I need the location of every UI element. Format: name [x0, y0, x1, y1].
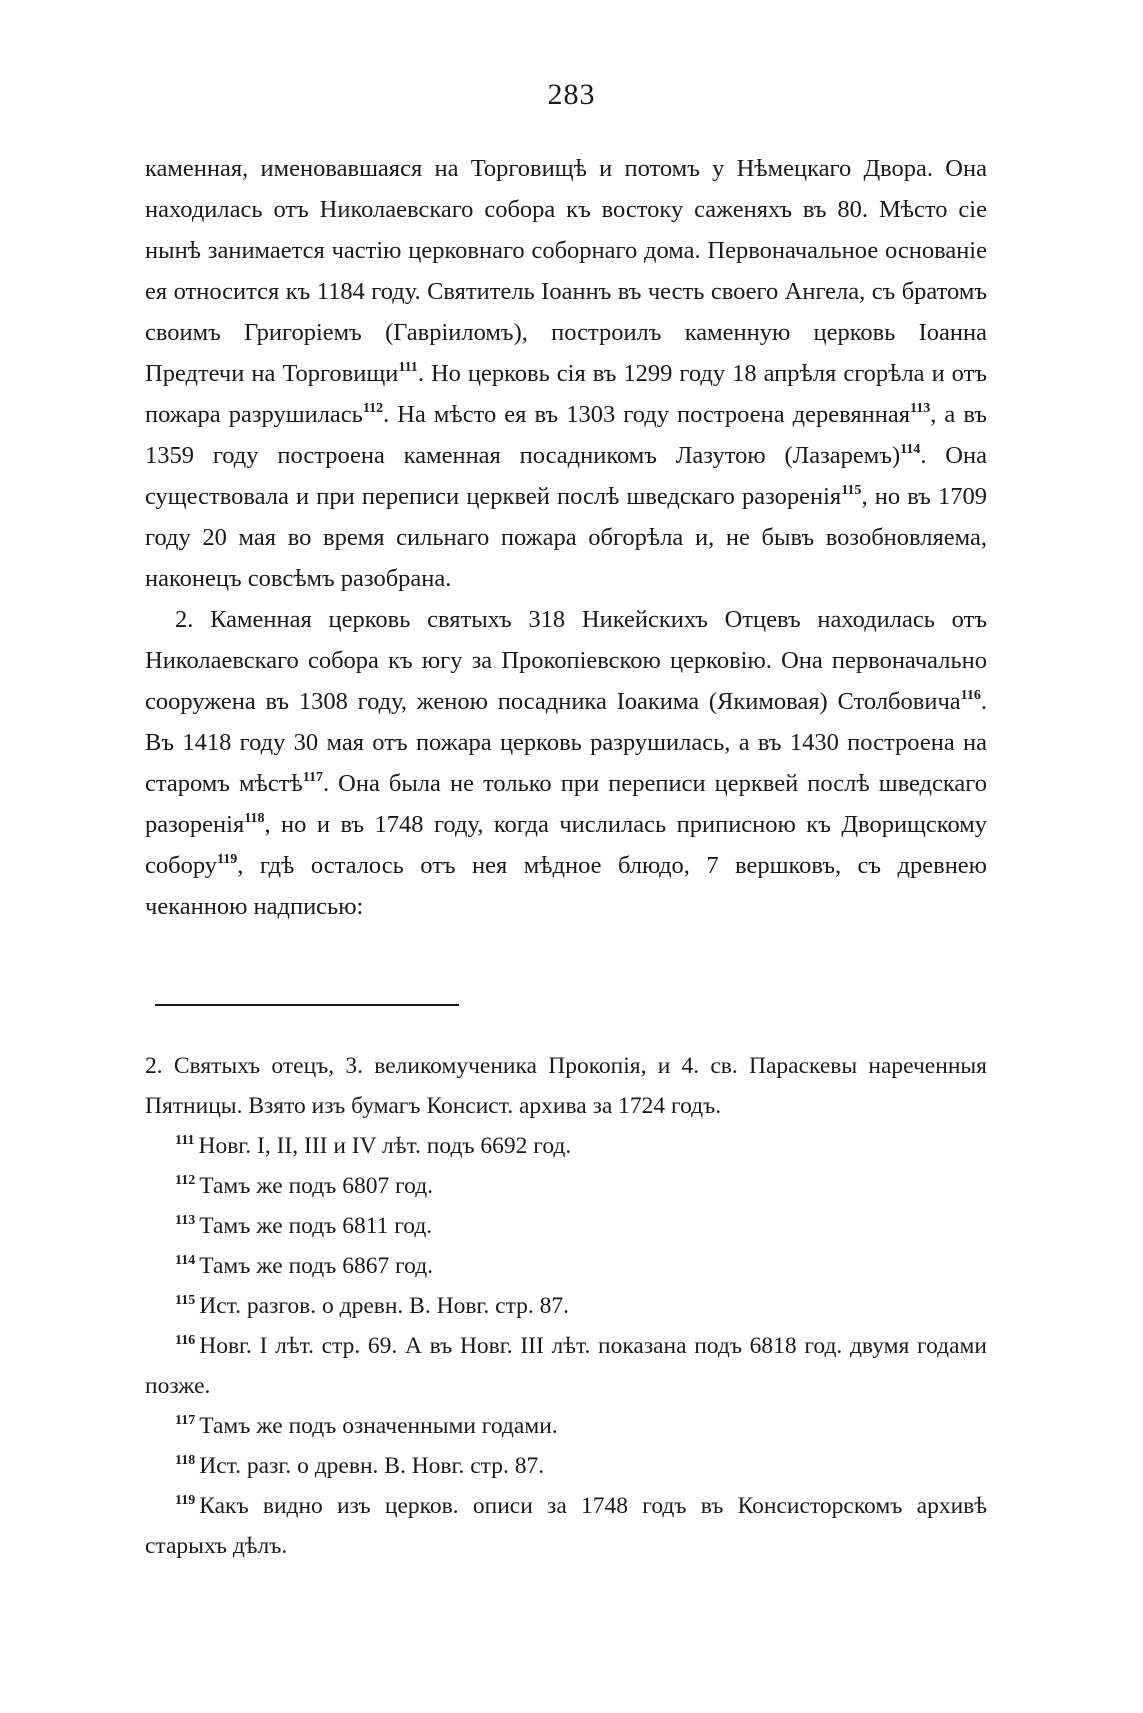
paragraph-text: , а въ 1359 году построена каменная посадникомъ Лазутою (Лазаремъ): [145, 401, 987, 469]
paragraph-text: . Она была не только при переписи церквей послѣ шведскаго разоренія: [145, 770, 987, 838]
footnote-ref[interactable]: 115: [841, 483, 862, 498]
footnote-text: Какъ видно изъ церков. описи за 1748 годъ въ Консисторскомъ архивѣ старыхъ дѣлъ.: [145, 1493, 987, 1559]
footnote-ref[interactable]: 118: [244, 811, 265, 826]
paragraph-text: , гдѣ осталось отъ нея мѣдное блюдо, 7 вершковъ, съ древнею чеканною надписью:: [145, 852, 987, 920]
paragraph-text: каменная, именовавшаяся на Торговищѣ и потомъ у Нѣмецкаго Двора. Она находилась отъ Николаевскаго собора къ востоку саженяхъ въ 80. Мѣсто сіе нынѣ занимается частію церковнаго соборнаго дома. Первоначальное основаніе ея относится къ 1184 году. Святитель Іоаннъ въ честь своего Ангела, съ братомъ своимъ Григоріемъ (Гавріиломъ), построилъ каменную церковь Іоанна Предтечи на Торговищи: [145, 155, 987, 387]
footnotes: [145, 1046, 987, 1566]
footnote-text: Ист. разгов. о древн. В. Новг. стр. 87.: [199, 1293, 570, 1319]
paragraph-text: , но въ 1709 году 20 мая во время сильнаго пожара обгорѣла и, не бывъ возобновляема, наконецъ совсѣмъ разобрана.: [145, 483, 988, 592]
footnote-item: [145, 1206, 987, 1246]
page-number: 283: [547, 78, 596, 111]
footnote-number: 114: [175, 1253, 196, 1268]
footnote-ref[interactable]: 117: [302, 770, 323, 785]
footnote-intro: 2. Святыхъ отецъ, 3. великомученика Прокопія, и 4. св. Параскевы нареченныя Пятницы. Взято изъ бумагъ Консист. архива за 1724 годъ.: [145, 1053, 987, 1119]
footnote-item: [145, 1326, 987, 1406]
footnote-separator: [155, 1004, 459, 1006]
footnote-ref[interactable]: 114: [900, 442, 921, 457]
paragraph-text: . На мѣсто ея въ 1303 году построена деревянная: [383, 401, 910, 428]
footnote-item: [145, 1166, 987, 1206]
footnote-ref[interactable]: 113: [909, 401, 931, 416]
footnote-item: [145, 1126, 987, 1166]
footnote-text: Тамъ же подъ 6811 год.: [199, 1213, 433, 1239]
paragraph-2: [145, 599, 987, 927]
footnote-text: Новг. I лѣт. стр. 69. А въ Новг. III лѣт. показана подъ 6818 год. двумя годами позже.: [145, 1333, 987, 1399]
footnote-text: Тамъ же подъ 6867 год.: [199, 1253, 434, 1279]
footnote-number: 112: [175, 1173, 196, 1188]
footnote-text: Новг. I, II, III и IV лѣт. подъ 6692 год.: [198, 1133, 572, 1159]
footnote-number: 117: [175, 1413, 196, 1428]
paragraph-text: , но и въ 1748 году, когда числилась приписною къ Дворищскому собору: [145, 811, 987, 879]
footnote-item: [145, 1286, 987, 1326]
footnote-text: Ист. разг. о древн. В. Новг. стр. 87.: [199, 1453, 545, 1479]
footnote-number: 115: [175, 1293, 196, 1308]
footnote-item: [145, 1486, 987, 1566]
footnote-number: 111: [175, 1133, 195, 1148]
footnote-number: 116: [175, 1333, 196, 1348]
footnote-ref[interactable]: 112: [362, 401, 384, 416]
footnote-item: [145, 1446, 987, 1486]
footnote-item: [145, 1406, 987, 1446]
footnote-ref[interactable]: 119: [217, 852, 238, 867]
main-text: [145, 148, 987, 927]
paragraph-text: . Она существовала и при переписи церквей послѣ шведскаго разоренія: [145, 442, 987, 510]
footnote-text: Тамъ же подъ означенными годами.: [199, 1413, 558, 1439]
footnote-number: 118: [175, 1453, 196, 1468]
footnote-item: [145, 1246, 987, 1286]
footnote-number: 113: [175, 1213, 196, 1228]
paragraph-text: 2. Каменная церковь святыхъ 318 Никейскихъ Отцевъ находилась отъ Николаевскаго собора къ югу за Прокопіевскою церковію. Она первоначально сооружена въ 1308 году, женою посадника Іоакима (Якимовая) Столбовича: [145, 606, 987, 715]
paragraph-text: . Въ 1418 году 30 мая отъ пожара церковь разрушилась, а въ 1430 построена на старомъ мѣстѣ: [145, 688, 987, 797]
paragraph-text: . Но церковь сія въ 1299 году 18 апрѣля сгорѣла и отъ пожара разрушилась: [145, 360, 987, 428]
footnote-text: Тамъ же подъ 6807 год.: [199, 1173, 434, 1199]
paragraph-1: [145, 148, 987, 599]
footnote-ref[interactable]: 111: [398, 360, 418, 375]
footnote-number: 119: [175, 1493, 196, 1508]
footnote-ref[interactable]: 116: [960, 688, 981, 703]
